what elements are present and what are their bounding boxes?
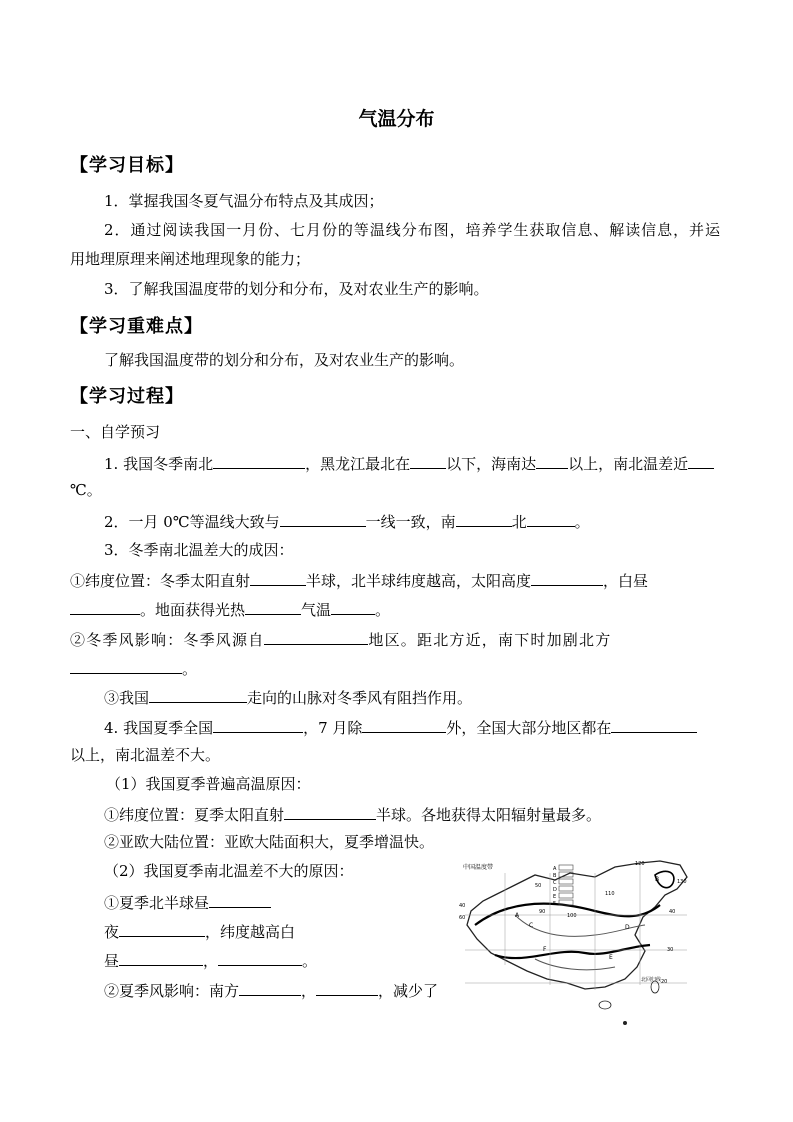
q3-1-text-d: 。地面获得光热 (140, 601, 246, 619)
q1-blank-4[interactable] (688, 452, 714, 469)
q3-mountains (104, 686, 472, 708)
q1-blank-1[interactable] (213, 452, 305, 469)
q4-1-text-b: 半球。各地获得太阳辐射量最多。 (376, 806, 602, 824)
south-sea-island (623, 1021, 627, 1025)
q4-2-text-c: ，纬度越高白 (205, 923, 296, 941)
objective-2: 2．通过阅读我国一月份、七月份的等温线分布图，培养学生获取信息、解读信息，并运 (104, 221, 720, 239)
svg-text:E: E (553, 894, 557, 900)
objective-3: 3．了解我国温度带的划分和分布，及对农业生产的影响。 (104, 280, 489, 298)
process-heading: 【学习过程】 (70, 386, 184, 407)
q3-latitude-cont (70, 598, 390, 620)
lat-label: 60 (459, 915, 466, 921)
q3-1-blank-5[interactable] (331, 598, 375, 615)
q3-1-text-e: 气温 (301, 601, 332, 619)
lat-label: 20 (661, 979, 668, 985)
objective-1: 1．掌握我国冬夏气温分布特点及其成因； (104, 192, 384, 210)
objective-2-cont: 用地理原理来阐述地理现象的能力； (70, 250, 311, 268)
q1-unit: ℃。 (70, 481, 102, 499)
q4-2-blank-3[interactable] (119, 949, 203, 966)
lat-label: 30 (667, 947, 674, 953)
objectives-heading: 【学习目标】 (70, 155, 184, 176)
q4-2-blank-4[interactable] (218, 949, 302, 966)
lon-label: 110 (605, 891, 615, 897)
key-points-text: 了解我国温度带的划分和分布，及对农业生产的影响。 (104, 351, 465, 369)
lat-label: 50 (535, 883, 542, 889)
lon-label: 120 (635, 861, 645, 867)
lon-label: 90 (539, 909, 546, 915)
q3-1-text-f: 。 (375, 601, 391, 619)
question-2 (104, 510, 590, 532)
q2-blank-1[interactable] (280, 510, 366, 527)
q4-2-text-f: 。 (302, 952, 318, 970)
temperature-zone-map (455, 855, 693, 1037)
svg-text:F: F (553, 901, 556, 907)
q3-1-blank-1[interactable] (250, 569, 306, 586)
q2-text-b: 一线一致，南 (365, 513, 456, 531)
q4-2-heading: （2）我国夏季南北温差不大的原因： (104, 862, 354, 880)
q3-1-blank-3[interactable] (70, 598, 140, 615)
q2-text-d: 。 (574, 513, 590, 531)
svg-text:C: C (553, 880, 557, 886)
lon-label: 100 (567, 913, 577, 919)
svg-text:B: B (553, 873, 557, 879)
q1-text-b: ，黑龙江最北在 (305, 455, 411, 473)
q4-2-blank-1[interactable] (209, 891, 271, 908)
question-1 (104, 452, 714, 474)
map-title: 中国温度带 (463, 864, 494, 871)
q4-1-continent: ②亚欧大陆位置：亚欧大陆面积大，夏季增温快。 (104, 833, 435, 851)
q3-latitude (70, 569, 648, 591)
question-3: 3．冬季南北温差大的成因： (104, 541, 294, 559)
q3-2-blank-1[interactable] (264, 628, 368, 645)
q4-1-text-a: ①纬度位置：夏季太阳直射 (104, 806, 285, 824)
q4-text-c: 外，全国大部分地区都在 (446, 719, 612, 737)
hainan-island (599, 1001, 611, 1009)
q2-text-a: 2．一月 0℃等温线大致与 (104, 513, 280, 531)
q3-1-text-b: 半球，北半球纬度越高，太阳高度 (306, 572, 532, 590)
q4-2-daylight-cont (104, 920, 295, 942)
q3-1-blank-4[interactable] (245, 598, 301, 615)
region-label: F (543, 946, 547, 953)
q4-1-blank-1[interactable] (284, 803, 376, 820)
region-label: C (529, 922, 534, 929)
q4-2-daylight (104, 891, 271, 913)
key-points-heading: 【学习重难点】 (70, 316, 203, 337)
q4-2-text-b: 夜 (104, 923, 120, 941)
q4-2-text-h: ， (301, 982, 317, 1000)
q3-3-blank-1[interactable] (149, 686, 247, 703)
q1-blank-2[interactable] (410, 452, 446, 469)
zone-boundary-2 (495, 945, 650, 958)
q4-blank-2[interactable] (362, 716, 446, 733)
q4-2-text-i: ，减少了 (378, 982, 439, 1000)
q4-2-text-a: ①夏季北半球昼 (104, 894, 210, 912)
q3-3-text-b: 走向的山脉对冬季风有阻挡作用。 (247, 689, 473, 707)
q3-1-text-c: ，白昼 (603, 572, 649, 590)
svg-text:A: A (553, 866, 557, 872)
q3-3-text-a: ③我国 (104, 689, 150, 707)
lat-label: 40 (459, 903, 466, 909)
q3-monsoon-cont (70, 657, 197, 679)
q1-text-c: 以下，海南达 (446, 455, 537, 473)
q4-2-blank-6[interactable] (316, 979, 378, 996)
region-label: B (655, 876, 660, 883)
q3-1-blank-2[interactable] (531, 569, 603, 586)
map-legend (553, 865, 573, 907)
region-label: D (625, 924, 630, 931)
zone-boundary-4 (535, 959, 615, 970)
q3-2-text-a: ②冬季风影响：冬季风源自 (70, 631, 265, 649)
q4-2-text-g: ②夏季风影响：南方 (104, 982, 240, 1000)
china-map-svg (455, 855, 693, 1037)
lat-label: 40 (669, 909, 676, 915)
q2-blank-3[interactable] (527, 510, 575, 527)
question-4 (104, 716, 697, 738)
q4-text-a: 4. 我国夏季全国 (104, 719, 214, 737)
preview-label: 一、自学预习 (70, 423, 161, 441)
q2-blank-2[interactable] (456, 510, 512, 527)
q4-cont: 以上，南北温差不大。 (70, 746, 221, 764)
svg-text:D: D (553, 887, 557, 893)
lon-label: 130 (677, 879, 687, 885)
q4-blank-1[interactable] (213, 716, 303, 733)
q3-1-text-a: ①纬度位置：冬季太阳直射 (70, 572, 251, 590)
q3-2-blank-2[interactable] (70, 657, 182, 674)
q3-2-text-b: 地区。距北方近，南下时加剧北方 (368, 631, 612, 649)
q4-text-b: ，7 月除 (303, 719, 363, 737)
region-label: E (609, 954, 613, 961)
tropic-label: 北回归线 (641, 977, 662, 983)
q4-2-daylight-end (104, 949, 317, 971)
q4-2-blank-5[interactable] (239, 979, 301, 996)
q1-text-d: 以上，南北温差近 (568, 455, 689, 473)
page-title: 气温分布 (358, 108, 435, 130)
q4-1-latitude (104, 803, 601, 825)
q4-2-text-e: ， (203, 952, 219, 970)
q3-2-text-c: 。 (182, 660, 198, 678)
q1-text-a: 1. 我国冬季南北 (104, 455, 214, 473)
q4-blank-3[interactable] (611, 716, 697, 733)
q4-2-monsoon (104, 979, 438, 1001)
q4-2-text-d: 昼 (104, 952, 120, 970)
q2-text-c: 北 (511, 513, 527, 531)
region-label: A (515, 912, 520, 919)
q4-1-heading: （1）我国夏季普遍高温原因： (106, 775, 311, 793)
q1-blank-3[interactable] (536, 452, 568, 469)
q4-2-blank-2[interactable] (119, 920, 205, 937)
q3-monsoon (70, 628, 611, 650)
